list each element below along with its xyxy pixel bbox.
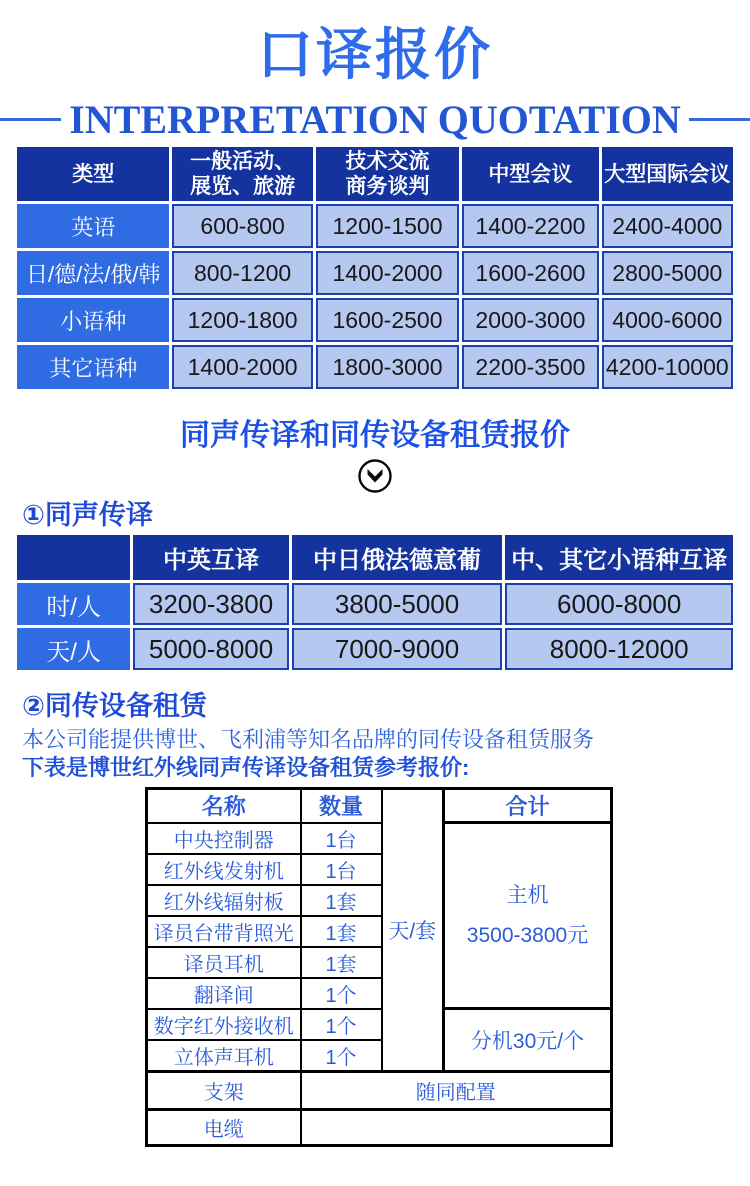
- page-title: 口译报价: [257, 23, 493, 86]
- extra-value: [301, 1109, 612, 1145]
- table-row: [147, 1009, 612, 1040]
- subtitle-row: [0, 94, 750, 144]
- price-cell: 8000-12000: [505, 628, 733, 670]
- col-header-name: 名称: [147, 789, 301, 823]
- col-header-general: 一般活动、 展览、旅游: [172, 147, 312, 201]
- price-cell: 2800-5000: [602, 251, 733, 295]
- price-cell: 5000-8000: [133, 628, 288, 670]
- price-cell: 3800-5000: [292, 583, 503, 625]
- col-header-medium-conference: 中型会议: [462, 147, 598, 201]
- price-cell: 6000-8000: [505, 583, 733, 625]
- subtitle-rule-right: [689, 118, 750, 121]
- table-header-row: [147, 789, 612, 823]
- price-cell: 2400-4000: [602, 204, 733, 248]
- table-row: [17, 583, 733, 625]
- item-qty: 1台: [301, 823, 382, 854]
- col-header-type: 类型: [17, 147, 169, 201]
- item-name: 中央控制器: [147, 823, 301, 854]
- table-row: [17, 251, 733, 295]
- equipment-heading: ②同传设备租赁: [22, 691, 207, 721]
- item-name: 数字红外接收机: [147, 1009, 301, 1040]
- equipment-intro: 本公司能提供博世、飞利浦等知名品牌的同传设备租赁服务: [22, 727, 595, 752]
- table-header-row: [17, 147, 733, 201]
- item-name: 翻译间: [147, 978, 301, 1009]
- item-qty: 1套: [301, 885, 382, 916]
- item-qty: 1套: [301, 916, 382, 947]
- row-label: 其它语种: [17, 345, 169, 389]
- row-label: 时/人: [17, 583, 130, 625]
- subtitle-rule-left: [0, 118, 61, 121]
- price-cell: 800-1200: [172, 251, 312, 295]
- price-cell: 1200-1800: [172, 298, 312, 342]
- interpretation-price-table: [14, 144, 736, 392]
- item-qty: 1个: [301, 1009, 382, 1040]
- price-cell: 7000-9000: [292, 628, 503, 670]
- row-label: 日/德/法/俄/韩: [17, 251, 169, 295]
- equipment-table-caption: 下表是博世红外线同声传译设备租赁参考报价:: [22, 755, 470, 780]
- table-row: [17, 204, 733, 248]
- price-cell: 4200-10000: [602, 345, 733, 389]
- item-name: 译员耳机: [147, 947, 301, 978]
- item-name: 支架: [147, 1071, 301, 1109]
- price-cell: 2000-3000: [462, 298, 598, 342]
- col-header-cn-minor: 中、其它小语种互译: [505, 535, 733, 580]
- item-name: 电缆: [147, 1109, 301, 1145]
- extra-value: 随同配置: [301, 1071, 612, 1109]
- chevron-down-circle-icon: [357, 481, 393, 498]
- price-cell: 600-800: [172, 204, 312, 248]
- price-cell: 1600-2600: [462, 251, 598, 295]
- sub-total-cell: 分机30元/个: [444, 1009, 612, 1072]
- col-header-qty: 数量: [301, 789, 382, 823]
- col-header-total: 合计: [444, 789, 612, 823]
- col-header-large-conference: 大型国际会议: [602, 147, 733, 201]
- col-header-cn-multi: 中日俄法德意葡: [292, 535, 503, 580]
- table-row: [147, 823, 612, 854]
- table-row: [147, 1071, 612, 1109]
- main-total-cell: 主机 3500-3800元: [444, 823, 612, 1009]
- col-header-cn-en: 中英互译: [133, 535, 288, 580]
- item-name: 立体声耳机: [147, 1040, 301, 1072]
- arrow-wrap: [0, 458, 750, 496]
- item-qty: 1个: [301, 1040, 382, 1072]
- table-row: [17, 298, 733, 342]
- price-cell: 3200-3800: [133, 583, 288, 625]
- section-title: 同声传译和同传设备租赁报价: [180, 419, 570, 452]
- row-label: 英语: [17, 204, 169, 248]
- equipment-rental-table: [145, 787, 613, 1147]
- col-header-empty: [17, 535, 130, 580]
- page-subtitle: INTERPRETATION QUOTATION: [69, 96, 681, 142]
- price-cell: 1800-3000: [316, 345, 459, 389]
- table-row: [17, 628, 733, 670]
- item-qty: 1套: [301, 947, 382, 978]
- item-name: 红外线辐射板: [147, 885, 301, 916]
- table-row: [147, 1109, 612, 1145]
- unit-cell: 天/套: [382, 789, 444, 1072]
- price-cell: 1600-2500: [316, 298, 459, 342]
- row-label: 小语种: [17, 298, 169, 342]
- simultaneous-price-table: [14, 532, 736, 673]
- price-cell: 1400-2000: [172, 345, 312, 389]
- row-label: 天/人: [17, 628, 130, 670]
- item-qty: 1台: [301, 854, 382, 885]
- price-cell: 1400-2200: [462, 204, 598, 248]
- price-cell: 4000-6000: [602, 298, 733, 342]
- col-header-technical: 技术交流 商务谈判: [316, 147, 459, 201]
- price-cell: 1200-1500: [316, 204, 459, 248]
- table-row: [17, 345, 733, 389]
- table-header-row: [17, 535, 733, 580]
- simultaneous-heading: ①同声传译: [22, 500, 153, 530]
- price-cell: 2200-3500: [462, 345, 598, 389]
- item-name: 译员台带背照光: [147, 916, 301, 947]
- item-qty: 1个: [301, 978, 382, 1009]
- price-cell: 1400-2000: [316, 251, 459, 295]
- item-name: 红外线发射机: [147, 854, 301, 885]
